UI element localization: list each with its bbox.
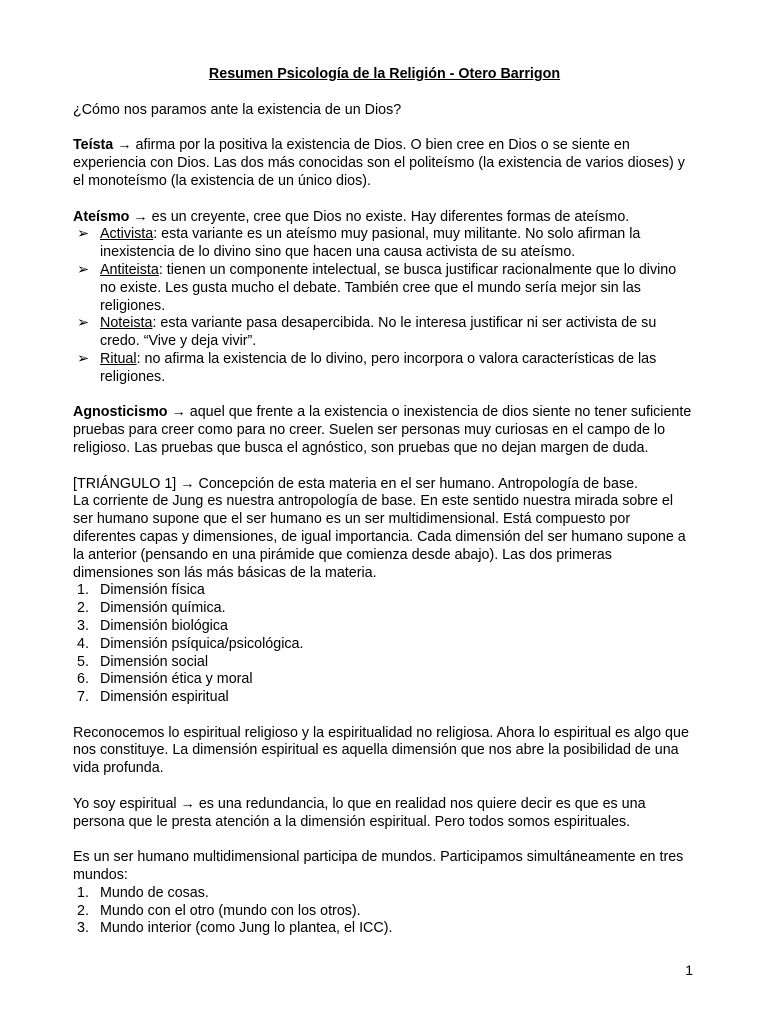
agnosticismo-arrow: → [167, 404, 190, 421]
intro-question: ¿Cómo nos paramos ante la existencia de un Dios? [73, 101, 402, 118]
list-item [73, 903, 696, 921]
espiritual-paragraph-1: Reconocemos lo espiritual religioso y la espiritualidad no religiosa. Ahora lo espiritual es algo que nos constituye. La dimensión espiritual es aquella dimensión que nos abre la posibilidad de una vida profunda. [73, 724, 689, 777]
teista-paragraph [73, 137, 696, 190]
ateismo-text: es un creyente, cree que Dios no existe. Hay diferentes formas de ateísmo. [151, 208, 630, 225]
page-number: 1 [685, 962, 693, 978]
document-title: Resumen Psicología de la Religión - Otero Barrigon [208, 66, 561, 82]
list-number: 4. [77, 635, 89, 652]
list-item [73, 618, 696, 636]
arrow-bullet-icon: ➢ [77, 350, 89, 367]
item-text: Dimensión química. [100, 600, 226, 617]
arrow-bullet-icon: ➢ [77, 315, 89, 332]
teista-text: afirma por la positiva la existencia de Dios. O bien cree en Dios o se siente en experiencia con Dios. Las dos más conocidas son el politeísmo (la existencia de varios dioses) y el monoteísmo (la existencia de un único dios). [73, 137, 685, 189]
list-item [73, 226, 696, 262]
mundos-intro: Es un ser humano multidimensional participa de mundos. Participamos simultáneamente en tres mundos: [73, 849, 684, 884]
list-number: 3. [77, 617, 89, 634]
item-term: Antiteista [100, 261, 159, 278]
triangulo-heading: [TRIÁNGULO 1] → Concepción de esta materia en el ser humano. Antropología de base. [73, 475, 639, 492]
item-term: Noteista [100, 315, 153, 332]
list-item [73, 671, 696, 689]
item-term: Ritual [100, 350, 137, 367]
item-text: Dimensión ética y moral [100, 671, 253, 688]
mundos-list [73, 885, 696, 938]
item-text: Dimensión psíquica/psicológica. [100, 635, 304, 652]
teista-arrow: → [113, 137, 136, 154]
list-item [73, 315, 696, 351]
list-number: 7. [77, 689, 89, 706]
ateismo-arrow: → [129, 208, 152, 225]
arrow-bullet-icon: ➢ [77, 226, 89, 243]
triangulo-paragraph: La corriente de Jung es nuestra antropología de base. En este sentido nuestra mirada sobre el ser humano supone que el ser humano es un ser multidimensional. Está compuesto por diferentes capas y dimensiones, de igual importancia. Cada dimensión del ser humano supone a la anterior (pensando en una pirámide que comienza desde abajo). Las dos primeras dimensiones son lás más básicas de la materia. [73, 493, 686, 581]
ateismo-list [73, 226, 696, 386]
list-number: 3. [77, 920, 89, 937]
list-number: 1. [77, 582, 89, 599]
list-item [73, 600, 696, 618]
list-item [73, 351, 696, 387]
list-item [73, 262, 696, 315]
list-item [73, 636, 696, 654]
list-item [73, 654, 696, 672]
teista-term: Teísta [73, 137, 114, 154]
list-number: 2. [77, 902, 89, 919]
item-text: Dimensión física [100, 582, 205, 599]
item-text: Mundo interior (como Jung lo plantea, el ICC). [100, 920, 393, 937]
list-item [73, 689, 696, 707]
item-text: Dimensión biológica [100, 617, 228, 634]
list-item [73, 582, 696, 600]
item-text: : tienen un componente intelectual, se busca justificar racionalmente que lo divino no existe. Les gusta mucho el debate. También cree que el mundo sería mejor sin las religiones. [100, 261, 677, 314]
agnosticismo-term: Agnosticismo [73, 404, 168, 421]
item-text: : esta variante es un ateísmo muy pasional, muy militante. No solo afirman la inexistencia de lo divino sino que hacen una causa activista de su ateísmo. [100, 226, 641, 261]
agnosticismo-paragraph [73, 404, 696, 457]
item-text: Mundo de cosas. [100, 884, 209, 901]
item-text: Dimensión espiritual [100, 689, 229, 706]
list-item [73, 920, 696, 938]
item-text: : esta variante pasa desapercibida. No le interesa justificar ni ser activista de su credo. “Vive y deja vivir”. [100, 315, 657, 350]
item-text: : no afirma la existencia de lo divino, pero incorpora o valora características de las religiones. [100, 350, 657, 385]
list-number: 1. [77, 884, 89, 901]
list-number: 2. [77, 600, 89, 617]
dimensions-list [73, 582, 696, 707]
arrow-bullet-icon: ➢ [77, 261, 89, 278]
list-item [73, 885, 696, 903]
item-text: Mundo con el otro (mundo con los otros). [100, 902, 361, 919]
agnosticismo-text: aquel que frente a la existencia o inexistencia de dios siente no tener suficiente pruebas para creer como para no creer. Suelen ser personas muy curiosas en el campo de lo religioso. Las pruebas que busca el agnóstico, son pruebas que no dejan margen de duda. [73, 404, 692, 456]
list-number: 6. [77, 671, 89, 688]
ateismo-paragraph [73, 209, 696, 227]
ateismo-term: Ateísmo [73, 208, 130, 225]
item-text: Dimensión social [100, 653, 209, 670]
item-term: Activista [100, 226, 154, 243]
espiritual-paragraph-2: Yo soy espiritual → es una redundancia, lo que en realidad nos quiere decir es que es una persona que le presta atención a la dimensión espiritual. Pero todos somos espirituales. [73, 795, 646, 830]
list-number: 5. [77, 653, 89, 670]
